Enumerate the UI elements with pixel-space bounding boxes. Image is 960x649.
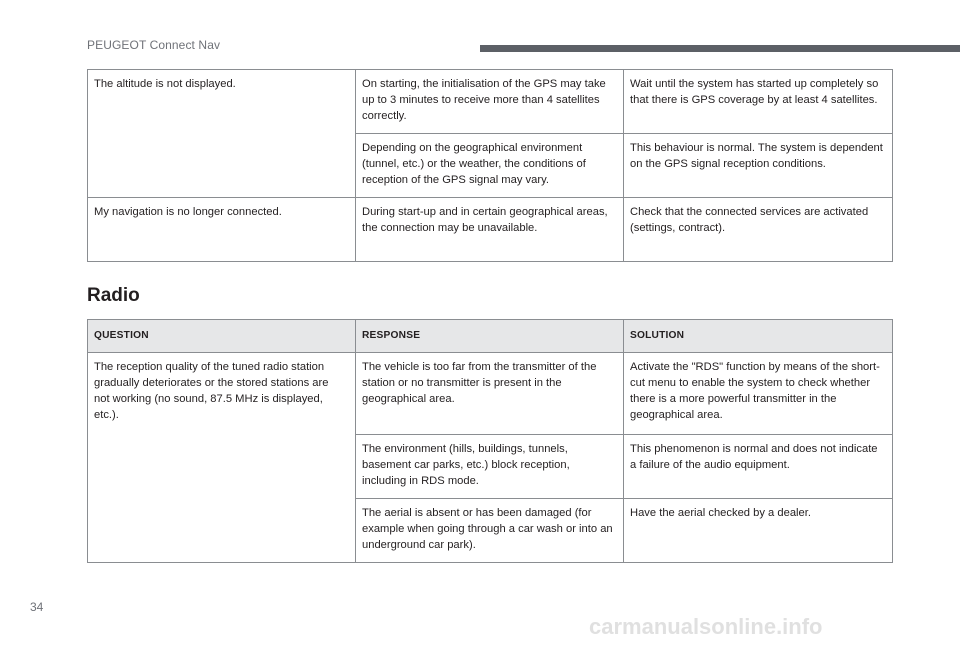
radio-troubleshooting-table [87, 319, 893, 563]
question-cell: The altitude is not displayed. [88, 70, 356, 198]
response-cell: On starting, the initialisation of the GPS may take up to 3 minutes to receive more than 4 satellites correctly. [356, 70, 624, 134]
column-header-response: RESPONSE [356, 320, 624, 353]
column-header-question: QUESTION [88, 320, 356, 353]
gps-troubleshooting-table [87, 69, 893, 262]
response-cell: The aerial is absent or has been damaged (for example when going through a car wash or into an underground car park). [356, 499, 624, 563]
table-row [88, 198, 893, 262]
column-header-solution: SOLUTION [624, 320, 893, 353]
solution-cell: Wait until the system has started up completely so that there is GPS coverage by at least 4 satellites. [624, 70, 893, 134]
solution-cell: Check that the connected services are activated (settings, contract). [624, 198, 893, 262]
solution-cell: Have the aerial checked by a dealer. [624, 499, 893, 563]
response-cell: Depending on the geographical environment (tunnel, etc.) or the weather, the conditions of reception of the GPS signal may vary. [356, 134, 624, 198]
response-cell: The environment (hills, buildings, tunnels, basement car parks, etc.) block reception, including in RDS mode. [356, 435, 624, 499]
response-cell: The vehicle is too far from the transmitter of the station or no transmitter is present in the geographical area. [356, 353, 624, 435]
solution-cell: Activate the "RDS" function by means of the short-cut menu to enable the system to check whether there is a more powerful transmitter in the geographical area. [624, 353, 893, 435]
table-header-row [88, 320, 893, 353]
question-cell: My navigation is no longer connected. [88, 198, 356, 262]
question-cell: The reception quality of the tuned radio station gradually deteriorates or the stored stations are not working (no sound, 87.5 MHz is displayed, etc.). [88, 353, 356, 563]
section-title-radio: Radio [87, 285, 140, 306]
table-row [88, 353, 893, 435]
response-cell: During start-up and in certain geographical areas, the connection may be unavailable. [356, 198, 624, 262]
page-number: 34 [30, 600, 44, 614]
watermark: carmanualsonline.info [589, 614, 823, 639]
solution-cell: This phenomenon is normal and does not indicate a failure of the audio equipment. [624, 435, 893, 499]
solution-cell: This behaviour is normal. The system is dependent on the GPS signal reception conditions. [624, 134, 893, 198]
header-accent-bar [480, 45, 960, 52]
page-header-title: PEUGEOT Connect Nav [87, 38, 221, 52]
table-row [88, 70, 893, 134]
